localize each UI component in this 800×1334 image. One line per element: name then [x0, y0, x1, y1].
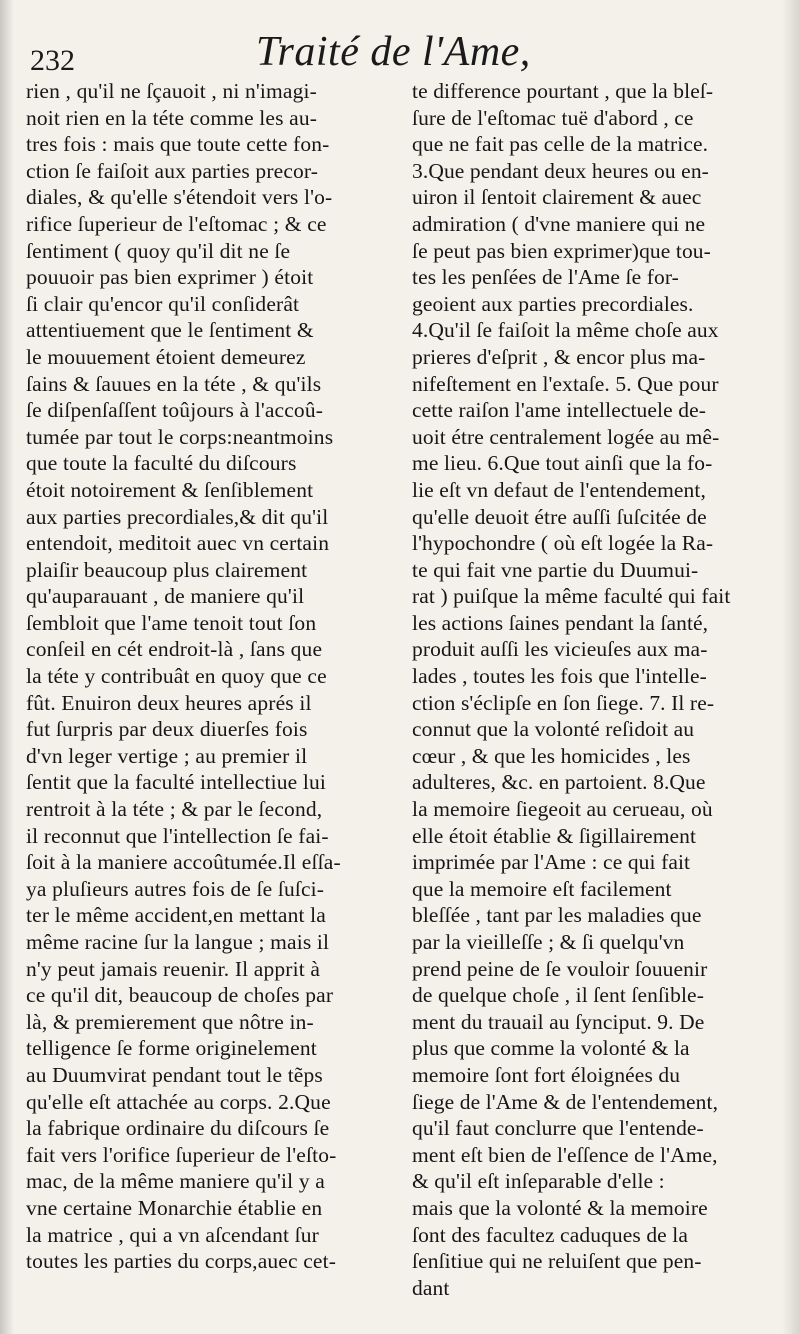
text-line: qu'elle eſt attachée au corps. 2.Que [26, 1089, 331, 1114]
text-line: ction ſe faiſoit aux parties precor- [26, 158, 319, 183]
text-line: nifeſtement en l'extaſe. 5. Que pour [412, 371, 719, 396]
text-line: étoit notoirement & ſenſiblement [26, 477, 314, 502]
text-line: ſembloit que l'ame tenoit tout ſon [26, 610, 317, 635]
right-text-column [412, 78, 772, 1324]
text-line: bleſſée , tant par les maladies que [412, 903, 702, 928]
text-line: aux parties precordiales,& dit qu'il [26, 504, 329, 529]
text-line: que toute la faculté du diſcours [26, 451, 297, 476]
text-line: prend peine de ſe vouloir ſouuenir [412, 956, 708, 981]
text-line: 4.Qu'il ſe faiſoit la même choſe aux [412, 318, 719, 343]
text-line: ment du trauail au ſynciput. 9. De [412, 1009, 705, 1034]
text-line: ſiege de l'Ame & de l'entendement, [412, 1089, 719, 1114]
text-line: ſentiment ( quoy qu'il dit ne ſe [26, 238, 291, 263]
text-line: geoient aux parties precordiales. [412, 291, 694, 316]
text-line: que la memoire eſt facilement [412, 876, 672, 901]
text-line: pouuoir pas bien exprimer ) étoit [26, 265, 314, 290]
text-line: ſentit que la faculté intellectiue lui [26, 770, 327, 795]
text-line: là, & premierement que nôtre in- [26, 1009, 314, 1034]
text-line: dant [412, 1275, 450, 1300]
text-line: admiration ( d'vne maniere qui ne [412, 211, 706, 236]
text-line: tres fois : mais que toute cette fon- [26, 132, 330, 157]
text-line: produit auſſi les vicieuſes aux ma- [412, 637, 708, 662]
text-line: ſi clair qu'encor qu'il conſiderât [26, 291, 300, 316]
text-line: rien , qu'il ne ſçauoit , ni n'imagi- [26, 79, 317, 103]
text-line: lie eſt vn defaut de l'entendement, [412, 477, 706, 502]
text-line: au Duumvirat pendant tout le tẽps [26, 1062, 323, 1087]
text-line: diales, & qu'elle s'étendoit vers l'o- [26, 185, 333, 210]
text-line: ce qu'il dit, beaucoup de choſes par [26, 983, 334, 1008]
text-line: ter le même accident,en mettant la [26, 903, 326, 928]
text-line: elle étoit établie & ſigillairement [412, 823, 697, 848]
text-line: rifice ſuperieur de l'eſtomac ; & ce [26, 211, 327, 236]
text-line: me lieu. 6.Que tout ainſi que la fo- [412, 451, 713, 476]
text-line: lades , toutes les fois que l'intelle- [412, 664, 707, 689]
text-line: par la vieilleſſe ; & ſi quelqu'vn [412, 930, 685, 954]
text-line: noit rien en la téte comme les au- [26, 105, 318, 130]
text-line: adulteres, &c. en partoient. 8.Que [412, 770, 706, 795]
text-line: la matrice , qui a vn aſcendant ſur [26, 1222, 319, 1247]
text-line: l'hypochondre ( où eſt logée la Ra- [412, 531, 714, 556]
text-line: fait vers l'orifice ſuperieur de l'eſto- [26, 1142, 337, 1167]
text-line: qu'auparauant , de maniere qu'il [26, 584, 305, 609]
page-number: 232 [30, 44, 75, 77]
text-line: toutes les parties du corps,auec cet- [26, 1249, 337, 1274]
text-line: cette raiſon l'ame intellectuele de- [412, 398, 706, 423]
text-line: ſont des facultez caduques de la [412, 1222, 689, 1247]
text-line: même racine ſur la langue ; mais il [26, 930, 330, 954]
text-line: fût. Enuiron deux heures aprés il [26, 690, 312, 715]
text-line: cœur , & que les homicides , les [412, 743, 691, 768]
page-header [30, 24, 770, 82]
text-line: ſure de l'eſtomac tuë d'abord , ce [412, 105, 694, 130]
text-line: tumée par tout le corps:neantmoins [26, 424, 334, 449]
text-line: ya pluſieurs autres fois de ſe ſuſci- [26, 876, 325, 901]
text-line: rentroit à la téte ; & par le ſecond, [26, 797, 323, 822]
text-line: ſains & ſauues en la téte , & qu'ils [26, 371, 322, 396]
text-line: de quelque choſe , il ſent ſenſible- [412, 983, 704, 1008]
text-line: mais que la volonté & la memoire [412, 1195, 708, 1220]
text-line: la téte y contribuât en quoy que ce [26, 664, 327, 689]
text-line: telligence ſe forme originelement [26, 1036, 317, 1061]
text-line: le mouuement étoient demeurez [26, 344, 306, 369]
running-title: Traité de l'Ame, [256, 29, 531, 75]
text-line: ment eſt bien de l'eſſence de l'Ame, [412, 1142, 718, 1167]
text-line: qu'elle deuoit étre auſſi ſuſcitée de [412, 504, 707, 529]
text-line: te qui fait vne partie du Duumui- [412, 557, 699, 582]
text-line: plaiſir beaucoup plus clairement [26, 557, 308, 582]
text-line: prieres d'eſprit , & encor plus ma- [412, 344, 706, 369]
left-text-column [26, 78, 392, 1324]
text-line: d'vn leger vertige ; au premier il [26, 743, 308, 768]
text-line: fut ſurpris par deux diuerſes fois [26, 717, 308, 742]
text-line: memoire ſont fort éloignées du [412, 1062, 681, 1087]
text-line: & qu'il eſt inſeparable d'elle : [412, 1169, 665, 1194]
text-line: 3.Que pendant deux heures ou en- [412, 158, 709, 183]
text-line: imprimée par l'Ame : ce qui fait [412, 850, 691, 875]
text-line: ſe diſpenſaſſent toûjours à l'accoû- [26, 398, 324, 423]
text-line: entendoit, meditoit auec vn certain [26, 531, 330, 556]
text-line: te difference pourtant , que la bleſ- [412, 79, 714, 103]
text-line: conſeil en cét endroit-là , ſans que [26, 637, 323, 662]
text-line: ſenſitiue qui ne reluiſent que pen- [412, 1249, 702, 1274]
text-line: n'y peut jamais reuenir. Il apprit à [26, 956, 321, 981]
text-line: attentiuement que le ſentiment & [26, 318, 314, 343]
text-line: tes les penſées de l'Ame ſe for- [412, 265, 679, 290]
text-line: les actions ſaines pendant la ſanté, [412, 610, 709, 635]
text-line: que ne fait pas celle de la matrice. [412, 132, 709, 157]
text-line: la fabrique ordinaire du diſcours ſe [26, 1116, 330, 1141]
text-line: uiron il ſentoit clairement & auec [412, 185, 702, 210]
binding-shadow [0, 0, 14, 1334]
text-line: plus que comme la volonté & la [412, 1036, 690, 1061]
text-line: qu'il faut conclurre que l'entende- [412, 1116, 704, 1141]
text-line: rat ) puiſque la même faculté qui fait [412, 584, 731, 609]
text-line: ction s'éclipſe en ſon ſiege. 7. Il re- [412, 690, 715, 715]
text-line: vne certaine Monarchie établie en [26, 1195, 323, 1220]
text-line: ſe peut pas bien exprimer)que tou- [412, 238, 711, 263]
text-line: uoit étre centralement logée au mê- [412, 424, 720, 449]
page-edge-shadow [782, 0, 800, 1334]
text-line: la memoire ſiegeoit au cerueau, où [412, 797, 713, 822]
text-line: il reconnut que l'intellection ſe fai- [26, 823, 329, 848]
text-line: ſoit à la maniere accoûtumée.Il eſſa- [26, 850, 341, 875]
text-line: connut que la volonté reſidoit au [412, 717, 695, 742]
text-line: mac, de la même maniere qu'il y a [26, 1169, 325, 1194]
